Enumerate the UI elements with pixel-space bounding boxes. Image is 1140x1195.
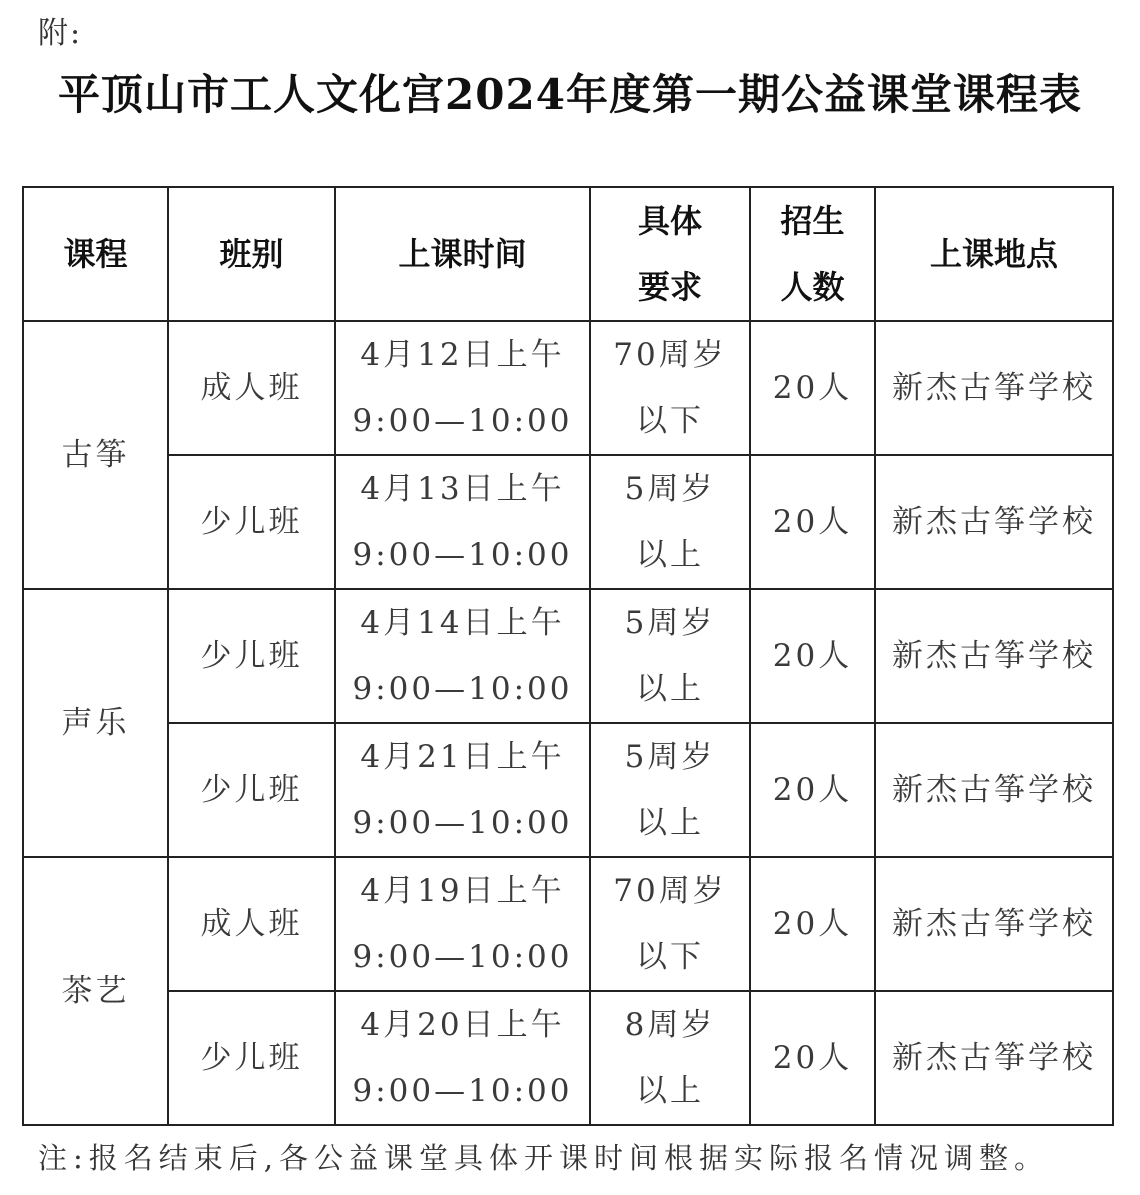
class-cell: 成人班 — [168, 857, 335, 991]
requirement-cell — [590, 589, 750, 723]
time-date: 4月14日上午 — [360, 605, 565, 641]
time-range: 9:00—10:00 — [352, 1073, 573, 1109]
requirement-age: 5周岁 — [624, 605, 716, 641]
time-date: 4月13日上午 — [360, 471, 565, 507]
attachment-label: 附: — [38, 16, 83, 51]
time-date: 4月12日上午 — [360, 337, 565, 373]
requirement-cell — [590, 321, 750, 455]
class-cell: 少儿班 — [168, 723, 335, 857]
requirement-age: 5周岁 — [624, 739, 716, 775]
time-range: 9:00—10:00 — [352, 537, 573, 573]
table-row — [23, 455, 1113, 589]
header-class: 班别 — [168, 187, 335, 321]
time-cell — [335, 455, 590, 589]
page-title: 平顶山市工人文化宫2024年度第一期公益课堂课程表 — [58, 70, 1082, 119]
header-requirement-line1: 具体 — [637, 202, 702, 240]
requirement-cell — [590, 455, 750, 589]
time-date: 4月19日上午 — [360, 873, 565, 909]
course-name-cell: 古筝 — [23, 321, 168, 589]
header-requirement — [590, 187, 750, 321]
header-time: 上课时间 — [335, 187, 590, 321]
course-schedule-table — [22, 186, 1114, 1126]
class-cell: 少儿班 — [168, 589, 335, 723]
requirement-limit: 以上 — [636, 805, 704, 841]
header-course: 课程 — [23, 187, 168, 321]
location-cell: 新杰古筝学校 — [875, 321, 1113, 455]
time-cell — [335, 857, 590, 991]
class-cell: 成人班 — [168, 321, 335, 455]
requirement-limit: 以下 — [636, 403, 704, 439]
header-enrollment-line2: 人数 — [780, 268, 845, 306]
time-cell — [335, 723, 590, 857]
time-cell — [335, 321, 590, 455]
table-row — [23, 589, 1113, 723]
location-cell: 新杰古筝学校 — [875, 455, 1113, 589]
footnote: 注:报名结束后,各公益课堂具体开课时间根据实际报名情况调整。 — [38, 1141, 1049, 1175]
requirement-limit: 以上 — [636, 537, 704, 573]
course-name-cell: 声乐 — [23, 589, 168, 857]
table-row — [23, 857, 1113, 991]
requirement-limit: 以下 — [636, 939, 704, 975]
requirement-age: 8周岁 — [624, 1007, 716, 1043]
table-header-row — [23, 187, 1113, 321]
time-date: 4月21日上午 — [360, 739, 565, 775]
requirement-cell — [590, 857, 750, 991]
header-enrollment — [750, 187, 875, 321]
time-cell — [335, 589, 590, 723]
table-row — [23, 991, 1113, 1125]
table-row — [23, 723, 1113, 857]
time-cell — [335, 991, 590, 1125]
location-cell: 新杰古筝学校 — [875, 589, 1113, 723]
header-enrollment-line1: 招生 — [780, 202, 845, 240]
class-cell: 少儿班 — [168, 991, 335, 1125]
table-row — [23, 321, 1113, 455]
enrollment-cell: 20人 — [750, 455, 875, 589]
requirement-age: 70周岁 — [613, 873, 727, 909]
header-requirement-line2: 要求 — [637, 268, 702, 306]
requirement-age: 5周岁 — [624, 471, 716, 507]
enrollment-cell: 20人 — [750, 723, 875, 857]
location-cell: 新杰古筝学校 — [875, 991, 1113, 1125]
requirement-limit: 以上 — [636, 1073, 704, 1109]
time-date: 4月20日上午 — [360, 1007, 565, 1043]
class-cell: 少儿班 — [168, 455, 335, 589]
time-range: 9:00—10:00 — [352, 939, 573, 975]
location-cell: 新杰古筝学校 — [875, 723, 1113, 857]
enrollment-cell: 20人 — [750, 589, 875, 723]
header-location: 上课地点 — [875, 187, 1113, 321]
time-range: 9:00—10:00 — [352, 805, 573, 841]
requirement-cell — [590, 723, 750, 857]
requirement-cell — [590, 991, 750, 1125]
requirement-limit: 以上 — [636, 671, 704, 707]
course-name-cell: 茶艺 — [23, 857, 168, 1125]
enrollment-cell: 20人 — [750, 991, 875, 1125]
time-range: 9:00—10:00 — [352, 403, 573, 439]
time-range: 9:00—10:00 — [352, 671, 573, 707]
requirement-age: 70周岁 — [613, 337, 727, 373]
enrollment-cell: 20人 — [750, 321, 875, 455]
location-cell: 新杰古筝学校 — [875, 857, 1113, 991]
enrollment-cell: 20人 — [750, 857, 875, 991]
